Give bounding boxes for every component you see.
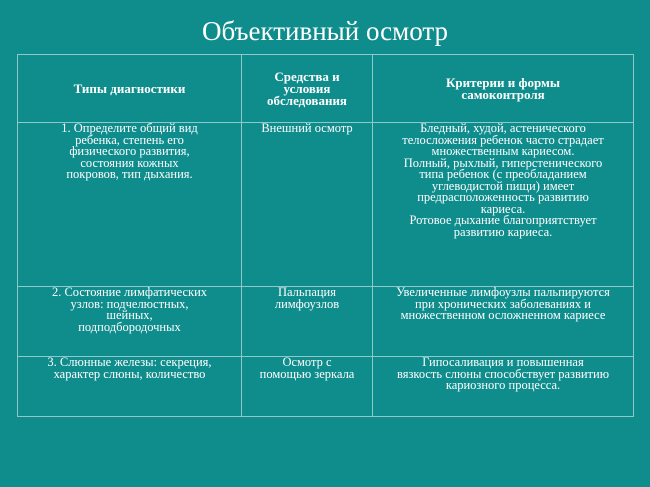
slide-title: Объективный осмотр [201, 16, 449, 46]
header-diagnostic-types [18, 55, 242, 123]
cell-line: типа ребенок (с преобладанием [419, 167, 587, 181]
cell-line: углеводистой пищи) имеет [431, 178, 575, 193]
cell-diagnostic-type [18, 123, 242, 287]
cell-line: при хронических заболеваниях и [415, 296, 591, 311]
cell-line: узлов: подчелюстных, [70, 296, 189, 311]
cell-diagnostic-type [18, 357, 242, 417]
cell-line: предрасположенность развитию [417, 190, 589, 204]
cell-line: ребенка, степень его [75, 132, 184, 147]
cell-line: Ротовое дыхание благоприятствует [409, 213, 597, 227]
cell-line: состояния кожных [80, 155, 179, 170]
cell-line: 2. Состояние лимфатических [51, 285, 208, 299]
header-line: Средства и [274, 68, 340, 84]
cell-line: характер слюны, количество [53, 366, 206, 381]
cell-line: подподбородочных [78, 319, 181, 334]
cell-line: шейных, [106, 308, 153, 322]
cell-criteria [373, 357, 634, 417]
cell-line: развитию кариеса. [453, 224, 553, 239]
cell-line: множественном осложненном кариесе [400, 308, 606, 322]
cell-line: Гипосаливация и повышенная [422, 355, 584, 369]
cell-line: множественным кариесом. [431, 144, 575, 158]
table-header-row [18, 55, 634, 123]
cell-line: покровов, тип дыхания. [66, 167, 193, 181]
diagnostics-table [17, 54, 634, 417]
cell-diagnostic-type [18, 287, 242, 357]
cell-criteria [373, 287, 634, 357]
cell-line: Бледный, худой, астенического [420, 121, 586, 135]
cell-line: 3. Слюнные железы: секреция, [47, 355, 212, 369]
cell-means [242, 287, 373, 357]
header-line: Критерии и формы [445, 74, 561, 90]
cell-line: вязкость слюны способствует развитию [396, 366, 610, 381]
header-line: Типы диагностики [73, 80, 186, 96]
header-line: обследования [267, 92, 347, 108]
cell-line: Полный, рыхлый, гиперстенического [403, 155, 603, 170]
header-line: условия [283, 80, 331, 96]
cell-line: кариозного процесса. [445, 378, 561, 392]
cell-means [242, 123, 373, 287]
cell-line: Внешний осмотр [261, 121, 353, 135]
table-row [18, 123, 634, 287]
cell-line: 1. Определите общий вид [61, 121, 198, 135]
cell-line: Осмотр с [282, 355, 332, 369]
cell-line: Увеличенные лимфоузлы пальпируются [396, 285, 610, 299]
table-row [18, 287, 634, 357]
cell-line: Пальпация [278, 285, 336, 299]
cell-line: физического развития, [69, 144, 190, 158]
cell-line: телосложения ребенок часто страдает [402, 132, 604, 147]
table-row [18, 357, 634, 417]
header-criteria-forms [373, 55, 634, 123]
cell-line: лимфоузлов [274, 296, 340, 311]
cell-line: кариеса. [480, 201, 526, 216]
header-line: самоконтроля [461, 86, 545, 102]
cell-criteria [373, 123, 634, 287]
header-means-conditions [242, 55, 373, 123]
cell-means [242, 357, 373, 417]
cell-line: помощью зеркала [259, 366, 355, 381]
